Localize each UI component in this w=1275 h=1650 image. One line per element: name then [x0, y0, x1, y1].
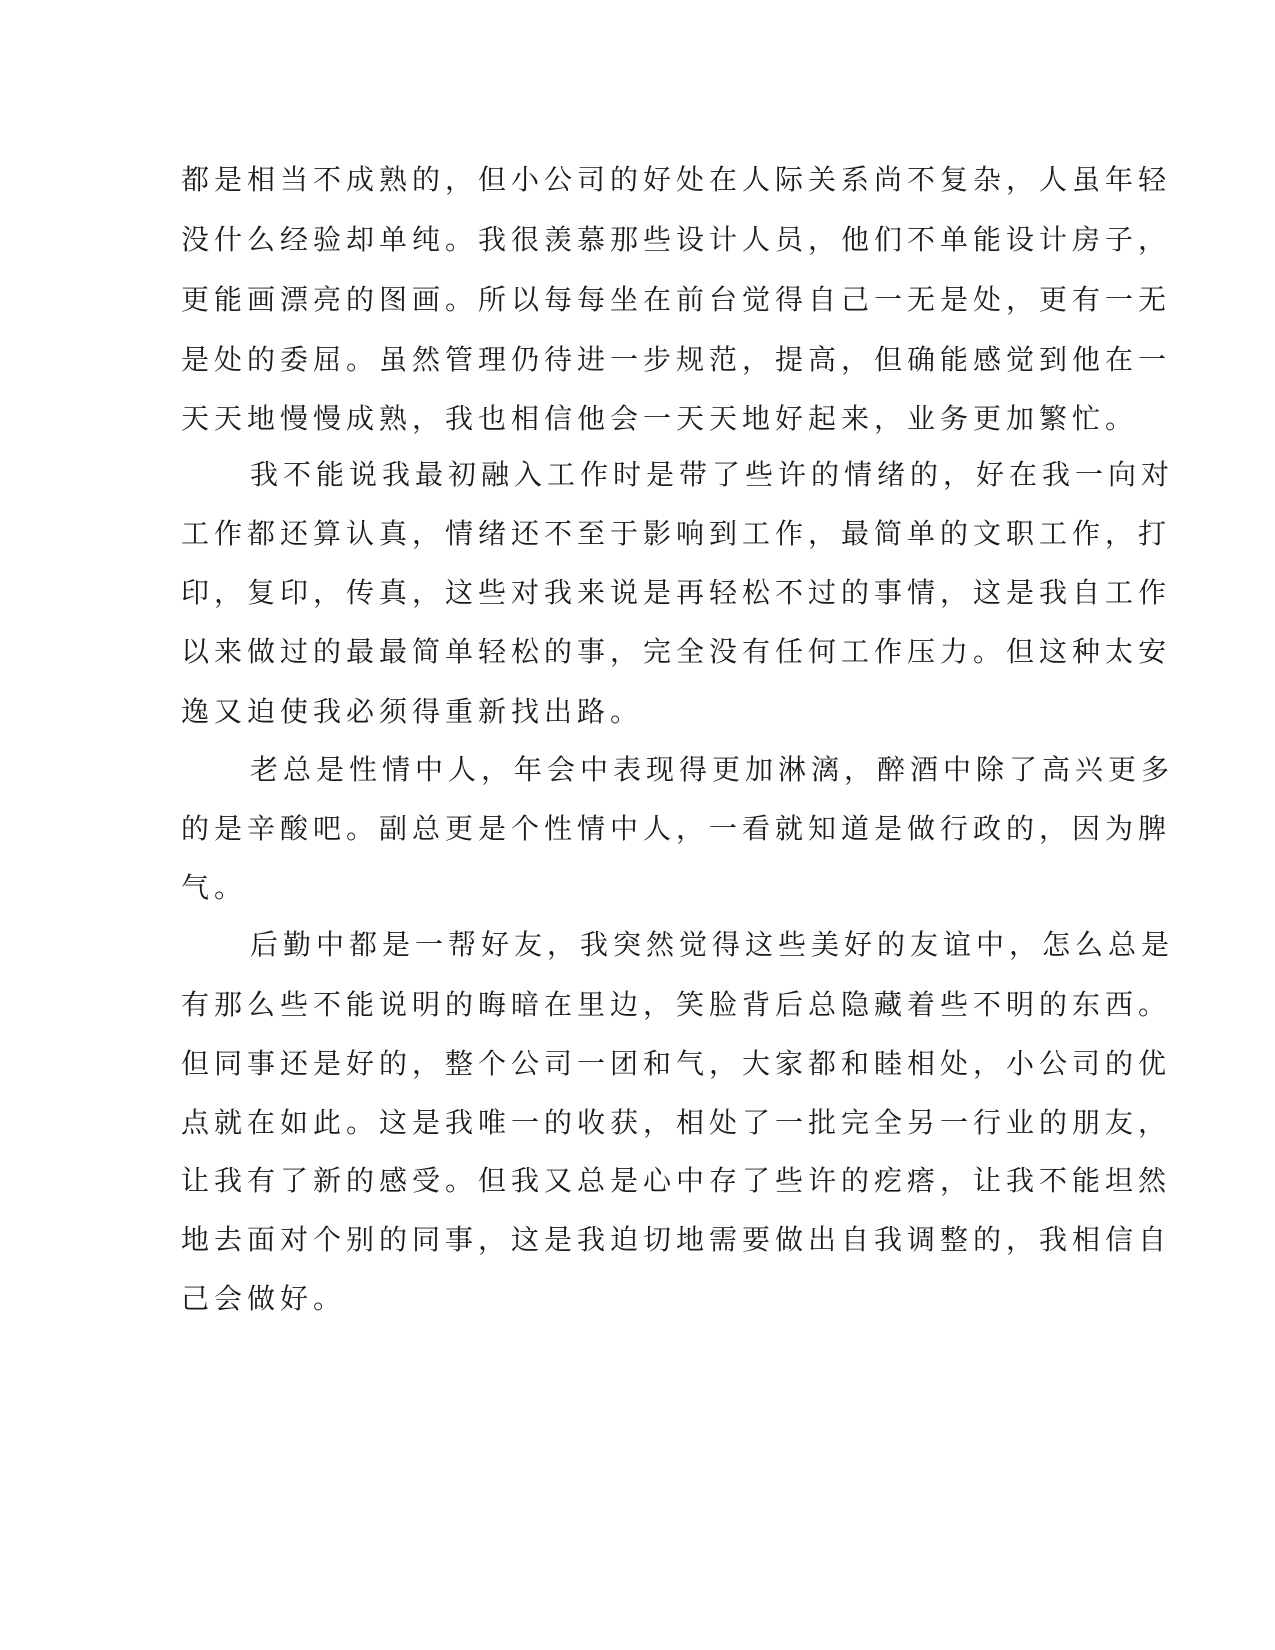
text-line: 印，复印，传真，这些对我来说是再轻松不过的事情，这是我自工作 [181, 576, 1172, 609]
paragraph-first-line: 我不能说我最初融入工作时是带了些许的情绪的，好在我一向对 [250, 458, 1175, 491]
text-line: 以来做过的最最简单轻松的事，完全没有任何工作压力。但这种太安 [181, 635, 1172, 668]
paragraph-first-line: 后勤中都是一帮好友，我突然觉得这些美好的友谊中，怎么总是 [250, 928, 1175, 961]
text-line: 让我有了新的感受。但我又总是心中存了些许的疙瘩，让我不能坦然 [181, 1164, 1172, 1197]
text-line: 气。 [181, 871, 248, 904]
text-line: 地去面对个别的同事，这是我迫切地需要做出自我调整的，我相信自 [181, 1223, 1172, 1256]
text-line: 点就在如此。这是我唯一的收获，相处了一批完全另一行业的朋友， [181, 1106, 1172, 1139]
text-line: 工作都还算认真，情绪还不至于影响到工作，最简单的文职工作，打 [181, 517, 1172, 550]
text-line: 没什么经验却单纯。我很羡慕那些设计人员，他们不单能设计房子， [181, 223, 1172, 256]
text-line: 有那么些不能说明的晦暗在里边，笑脸背后总隐藏着些不明的东西。 [181, 988, 1172, 1021]
text-line: 更能画漂亮的图画。所以每每坐在前台觉得自己一无是处，更有一无 [181, 283, 1172, 316]
text-line: 逸又迫使我必须得重新找出路。 [181, 695, 644, 728]
paragraph-first-line: 老总是性情中人，年会中表现得更加淋漓，醉酒中除了高兴更多 [250, 753, 1175, 786]
text-line: 都是相当不成熟的，但小公司的好处在人际关系尚不复杂，人虽年轻 [181, 163, 1172, 196]
text-line: 己会做好。 [181, 1282, 347, 1315]
text-line: 的是辛酸吧。副总更是个性情中人，一看就知道是做行政的，因为脾 [181, 812, 1172, 845]
text-line: 是处的委屈。虽然管理仍待进一步规范，提高，但确能感觉到他在一 [181, 343, 1172, 376]
text-line: 天天地慢慢成熟，我也相信他会一天天地好起来，业务更加繁忙。 [181, 402, 1139, 435]
text-line: 但同事还是好的，整个公司一团和气，大家都和睦相处，小公司的优 [181, 1047, 1172, 1080]
